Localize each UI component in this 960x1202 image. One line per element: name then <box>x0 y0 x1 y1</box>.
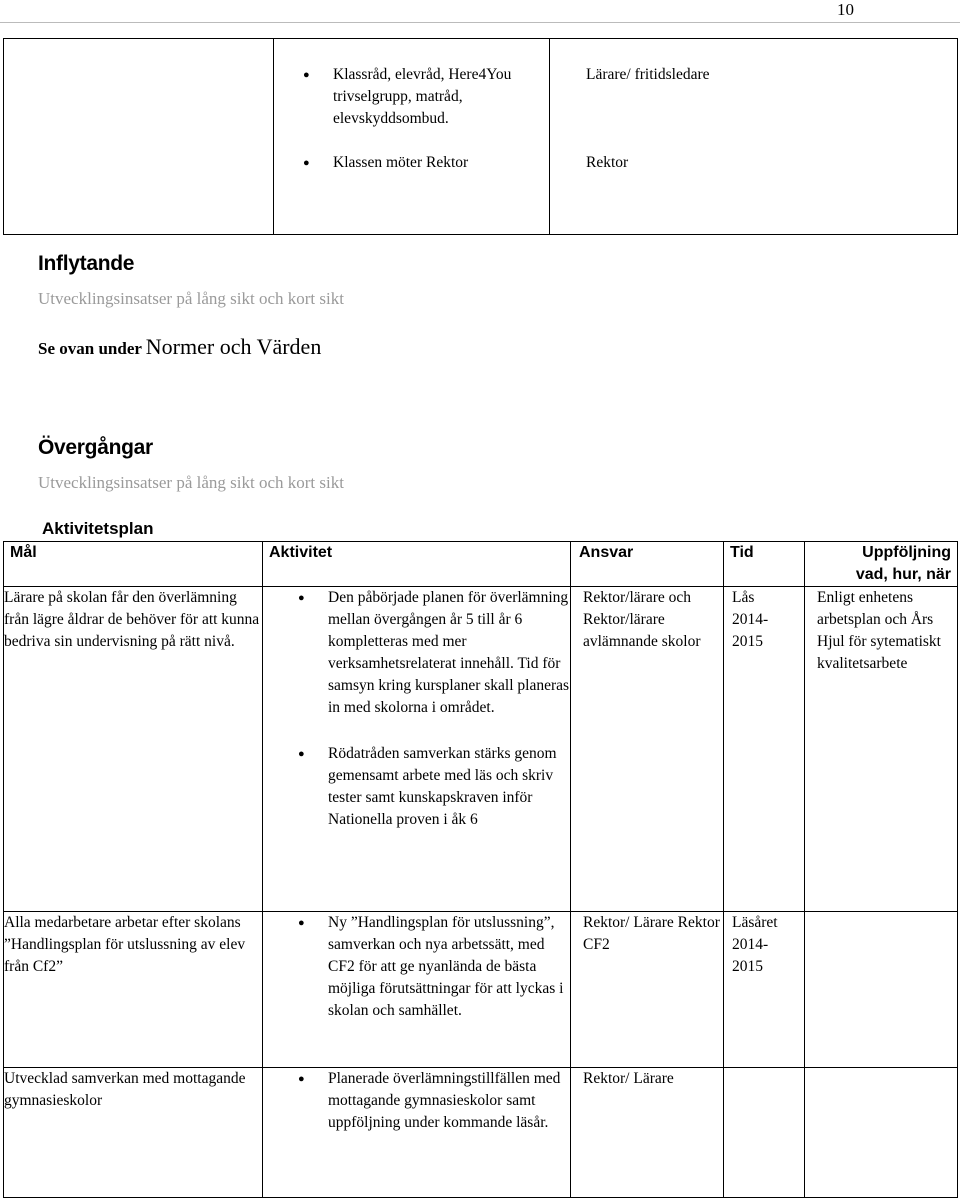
table-row <box>4 587 958 912</box>
goal-cell: Alla medarbetare arbetar efter skolans ”Handlingsplan för utslussning av elev från Cf2” <box>4 912 263 1068</box>
table-header-row <box>4 542 958 587</box>
header-goal: Mål <box>4 542 263 587</box>
goal-cell: Utvecklad samverkan med mottagande gymnasieskolor <box>4 1068 263 1198</box>
header-followup-line1: Uppföljning <box>862 544 951 561</box>
section-subtitle: Utvecklingsinsatser på lång sikt och kort sikt <box>38 473 344 492</box>
activity-cell <box>263 587 571 912</box>
table-row <box>4 1068 958 1198</box>
time-cell: Läsåret 2014-2015 <box>724 912 805 1068</box>
top-table-empty-cell <box>4 39 274 235</box>
responsible-text: Lärare/ fritidsledare <box>586 66 710 83</box>
list-item: ● Klassen möter Rektor <box>297 152 549 174</box>
table-row <box>4 912 958 1068</box>
list-item: ● Rödatråden samverkan stärks genom gemensamt arbete med läs och skriv tester samt kunskapskraven inför Nationella proven i åk 6 <box>292 743 570 831</box>
responsible-cell: Rektor/ Lärare Rektor CF2 <box>571 912 724 1068</box>
list-item: ● Ny ”Handlingsplan för utslussning”, samverkan och nya arbetssätt, med CF2 för att ge nyanlända de bästa möjliga förutsättningar för att lyckas i skolan och samhället. <box>292 912 570 1022</box>
top-table <box>3 38 958 235</box>
goal-cell: Lärare på skolan får den överlämning från lägre åldrar de behöver för att kunna bedriva sin undervisning på rätt nivå. <box>4 587 263 912</box>
responsible-text: Rektor <box>586 154 629 171</box>
page-number: 10 <box>837 0 854 19</box>
section-title: Övergångar <box>38 436 153 459</box>
header-followup-line2: vad, hur, när <box>855 566 951 583</box>
list-item: ● Den påbörjade planen för överlämning mellan övergången år 5 till år 6 kompletteras med mer verksamhetsrelaterat innehåll. Tid för samsyn kring kursplaner skall planeras in med skolorna i området. <box>292 587 570 719</box>
plan-title: Aktivitetsplan <box>42 519 154 538</box>
see-above-prefix: Se ovan under <box>38 339 142 358</box>
section-subtitle: Utvecklingsinsatser på lång sikt och kort sikt <box>38 289 344 308</box>
followup-cell: Enligt enhetens arbetsplan och Års Hjul för sytematiskt kvalitetsarbete <box>805 587 958 912</box>
section-title: Inflytande <box>38 252 135 275</box>
see-above-line <box>38 334 321 360</box>
header-responsible: Ansvar <box>571 542 724 587</box>
activity-cell <box>263 1068 571 1198</box>
header-activity: Aktivitet <box>263 542 571 587</box>
activity-plan-table <box>3 541 958 1198</box>
responsible-cell: Rektor/lärare och Rektor/lärare avlämnande skolor <box>571 587 724 912</box>
time-cell <box>724 1068 805 1198</box>
list-item: ● Planerade överlämningstillfällen med mottagande gymnasieskolor samt uppföljning under kommande läsår. <box>292 1068 570 1134</box>
top-table-activity-cell <box>274 39 550 235</box>
header-followup <box>805 542 958 587</box>
top-table-responsible-cell <box>550 39 958 235</box>
activity-cell <box>263 912 571 1068</box>
see-above-link: Normer och Värden <box>145 334 322 359</box>
list-item: ● Klassråd, elevråd, Here4You trivselgrupp, matråd, elevskyddsombud. <box>297 64 549 152</box>
header-time: Tid <box>724 542 805 587</box>
responsible-cell: Rektor/ Lärare <box>571 1068 724 1198</box>
time-cell: Lås 2014-2015 <box>724 587 805 912</box>
followup-cell <box>805 1068 958 1198</box>
header-rule <box>0 22 960 23</box>
followup-cell <box>805 912 958 1068</box>
